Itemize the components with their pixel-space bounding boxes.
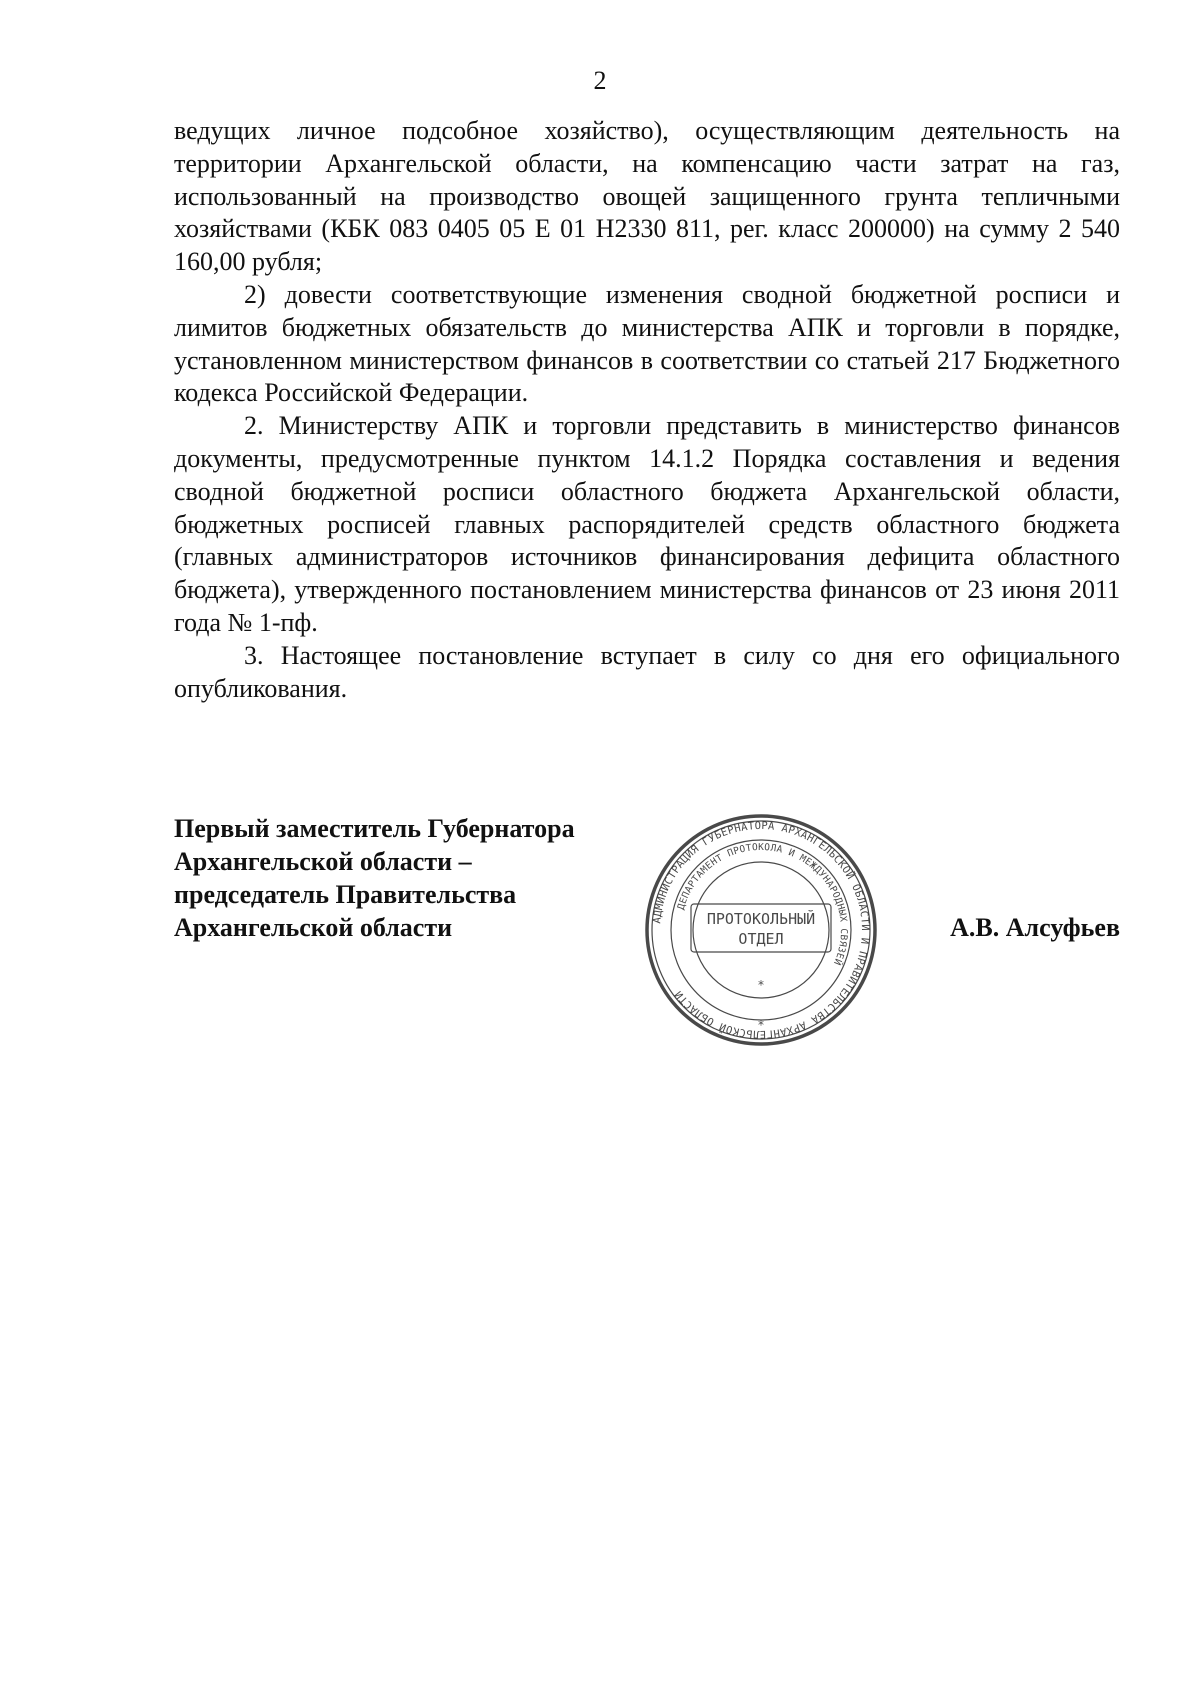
signatory-line: Первый заместитель Губернатора: [174, 814, 575, 843]
paragraph-item-2: 2. Министерству АПК и торговли представить в министерство финансов документы, предусмотренные пунктом 14.1.2 Порядка составления и ведения сводной бюджетной росписи областного бюджета Архангельской области, бюджетных росписей главных распорядителей средств областного бюджета (главных администраторов источников финансирования дефицита областного бюджета), утвержденного постановлением министерства финансов от 23 июня 2011 года № 1-пф.: [174, 411, 1120, 637]
paragraph-subitem-2: 2) довести соответствующие изменения сводной бюджетной росписи и лимитов бюджетных обязательств до министерства АПК и торговли в порядке, установленном министерством финансов в соответствии со статьей 217 Бюджетного кодекса Российской Федерации.: [174, 279, 1120, 408]
signatory-line: Архангельской области: [174, 913, 453, 942]
stamp-star-icon: *: [758, 1018, 764, 1032]
paragraph-continuation: ведущих личное подсобное хозяйство), осуществляющим деятельность на территории Архангельской области, на компенсацию части затрат на газ, использованный на производство овощей защищенного грунта тепличными хозяйствами (КБК 083 0405 05 Е 01 Н2330 811, рег. класс 200000) на сумму 2 540 160,00 рубля;: [174, 116, 1120, 277]
stamp-star-icon: *: [758, 978, 764, 992]
signatory-position: [174, 812, 654, 944]
stamp-center-line: ОТДЕЛ: [738, 930, 784, 948]
paragraph-item-3: 3. Настоящее постановление вступает в силу со дня его официального опубликования.: [174, 640, 1120, 703]
stamp-graphic: [643, 812, 879, 1048]
stamp-outer-text: АДМИНИСТРАЦИЯ ГУБЕРНАТОРА АРХАНГЕЛЬСКОЙ ОБЛАСТИ И ПРАВИТЕЛЬСТВА АРХАНГЕЛЬСКОЙ ОБЛАСТИ: [651, 819, 872, 1041]
signer-name: А.В. Алсуфьев: [950, 913, 1120, 942]
official-stamp: [643, 812, 879, 1048]
stamp-center-line: ПРОТОКОЛЬНЫЙ: [706, 910, 816, 928]
stamp-inner-text: ДЕПАРТАМЕНТ ПРОТОКОЛА И МЕЖДУНАРОДНЫХ СВЯЗЕЙ: [675, 841, 850, 967]
signatory-line: Архангельской области –: [174, 847, 472, 876]
signatory-line: председатель Правительства: [174, 880, 517, 909]
document-body: [174, 115, 1120, 705]
page-number: 2: [593, 66, 607, 95]
